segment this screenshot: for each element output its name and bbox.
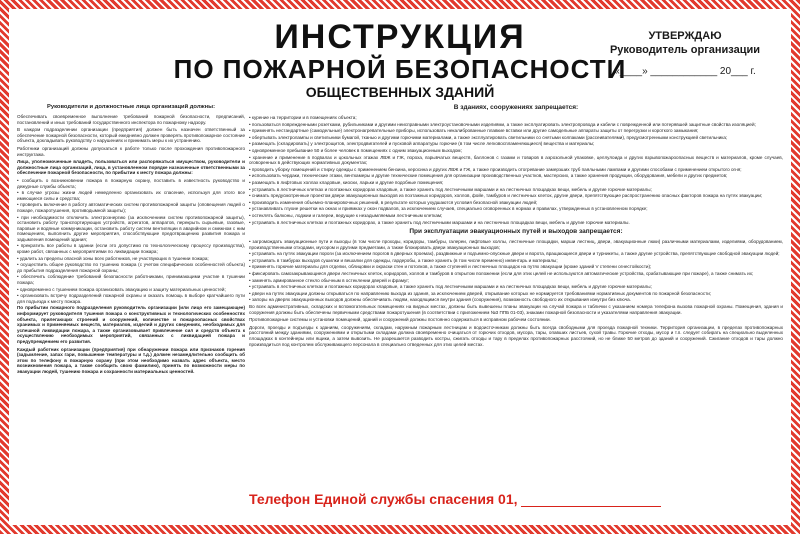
right-list-item: • использовать чердаки, технические этажи, венткамеры и другие технические помещения для организации производственных участков, мастерских, а также хранения продукции, оборудования, мебели и других предметов;	[249, 173, 783, 179]
right-list-item: • одновременное пребывание 50 и более человек в помещениях с одним эвакуационным выходом;	[249, 148, 783, 154]
left-paragraph: Обеспечивать своевременное выполнение требований пожарной безопасности, предписаний, постановлений и иных требований государственного инспектора по пожарному надзору.	[17, 114, 245, 125]
left-list-item: • сообщить о возникновении пожара в пожарную охрану, поставить в известность руководство и дежурные службы объекта;	[17, 178, 245, 189]
right-heading-2: При эксплуатации эвакуационных путей и выходов запрещается:	[409, 228, 623, 236]
page-subtitle-2: ОБЩЕСТВЕННЫХ ЗДАНИЙ	[305, 84, 495, 100]
left-column	[17, 101, 245, 511]
right-paragraph: Противопожарные системы и установки помещений, зданий и сооружений должны постоянно содержаться в исправном рабочем состоянии.	[249, 317, 551, 323]
emergency-phone-blank	[521, 493, 661, 507]
right-list-item: • обертывать электролампы и светильники бумагой, тканью и другими горючими материалами, а также эксплуатировать светильники со снятыми колпаками (рассеивателями), предусмотренными конструкцией светильника;	[249, 135, 783, 141]
right-list-item: • запоры на дверях эвакуационных выходов должны обеспечивать людям, находящимся внутри здания (сооружения), возможность свободного их открывания изнутри без ключа.	[249, 297, 783, 303]
left-paragraph: В каждом подразделении организации (предприятия) должен быть назначен ответственный за обеспечение пожарной безопасности, который ежедневно должен проверять противопожарное состояние объекта, докладывать руководству о нарушениях и принимать меры к их устранению.	[17, 127, 245, 144]
right-list-item: • устраивать в лестничных клетках и поэтажных коридорах, а также хранить под лестничными маршами и на лестничных площадках вещи, мебель и другие горючие материалы.	[249, 220, 783, 226]
right-list-item: • устанавливать глухие решетки на окнах и приямках у окон подвалов, за исключением случаев, специально оговоренных в нормах и правилах, утвержденных в установленном порядке;	[249, 206, 783, 212]
left-list-item: • удалить за пределы опасной зоны всех работников, не участвующих в тушении пожара;	[17, 256, 245, 262]
left-list-item: • организовать встречу подразделений пожарной охраны и оказать помощь в выборе кратчайшего пути для подъезда к месту пожара.	[17, 293, 245, 304]
left-list-item: • осуществить общее руководство по тушению пожара (с учетом специфических особенностей объекта) до прибытия подразделения пожарной охраны;	[17, 262, 245, 273]
right-list-item: • фиксировать самозакрывающиеся двери лестничных клеток, коридоров, холлов и тамбуров в открытом положении (если для этих целей не используются автоматические устройства, срабатывающие при пожаре), а также снимать их;	[249, 271, 783, 277]
right-list-item: • размещать в лифтовых холлах кладовые, киоски, ларьки и другие подобные помещения;	[249, 180, 783, 186]
right-list-item: • размещать (складировать) у электрощитов, электродвигателей и пусковой аппаратуры горючие (в том числе легковоспламеняющиеся) вещества и материалы;	[249, 141, 783, 147]
right-list-item: • курение на территории и в помещениях объекта;	[249, 115, 783, 121]
right-list-item: • пользоваться поврежденными розетками, рубильниками и другими неисправными электроустановочными изделиями, а также эксплуатировать электропровода и кабели с поврежденной или потерявшей защитные свойства изоляцией;	[249, 122, 783, 128]
left-list-item: • проверить включение в работу автоматических систем противопожарной защиты (оповещения людей о пожаре, пожаротушения, противодымной защиты);	[17, 202, 245, 213]
left-list-item: • при необходимости отключить электроэнергию (за исключением систем противопожарной защиты), остановить работу транспортирующих устройств, агрегатов, аппаратов, перекрыть сырьевые, газовые, паровые и водяные коммуникации, остановить работу систем вентиляции в аварийном и смежном с ним помещениях, выполнить другие мероприятия, способствующие предотвращению развития пожара и задымления помещений здания;	[17, 215, 245, 243]
page-subtitle: ПО ПОЖАРНОЙ БЕЗОПАСНОСТИ	[173, 54, 627, 84]
left-paragraph: Работники организаций должны допускаться к работе только после прохождения противопожарного инструктажа.	[17, 145, 245, 157]
left-list-item: • обеспечить соблюдение требований безопасности работниками, принимающими участие в тушении пожара;	[17, 274, 245, 285]
right-list-item: • производить изменения объемно-планировочных решений, в результате которых ухудшаются условия безопасной эвакуации людей;	[249, 200, 783, 206]
right-list-item: • устраивать на путях эвакуации пороги (за исключением порогов в дверных проемах), раздвижные и подъемно-опускные двери и ворота, вращающиеся двери и турникеты, а также другие устройства, препятствующие свободной эвакуации людей;	[249, 251, 783, 257]
approval-role: Руководитель организации	[609, 44, 761, 56]
emergency-phone	[249, 491, 661, 507]
left-paragraph-bold: Каждый работник организации (предприятия) при обнаружении пожара или признаков горения (задымление, запах гари, повышение температуры и т.д.) должен незамедлительно сообщить об этом по телефону в пожарную охрану (при этом необходимо назвать адрес объекта, место возникновения пожара, а также сообщить свою фамилию), принять по возможности меры по эвакуации людей, тушению пожара и сохранности материальных ценностей.	[17, 346, 245, 374]
right-list-item: • двери на путях эвакуации должны открываться по направлению выхода из здания, за исключением дверей, открывание которых не нормируется требованиями нормативных документов по пожарной безопасности;	[249, 291, 783, 297]
left-list-item: • одновременно с тушением пожара организовать эвакуацию и защиту материальных ценностей;	[17, 287, 245, 293]
approval-date-line: «____» ____________ 20___ г.	[614, 66, 756, 77]
approval-heading: УТВЕРЖДАЮ	[648, 30, 722, 42]
poster-sheet	[9, 9, 791, 525]
right-heading-1: В зданиях, сооружениях запрещается:	[453, 104, 579, 111]
emergency-phone-label: Телефон Единой службы спасения 01,	[249, 491, 518, 507]
right-list-item: • заменять армированное стекло обычным в остеклении дверей и фрамуг;	[249, 278, 783, 284]
right-paragraph: Во всех административных, складских и вспомогательных помещениях на видных местах, должны быть вывешены планы эвакуации на случай пожара и таблички с указанием номера телефона вызова пожарной охраны. Помещения, здания и сооружения должны быть обеспечены первичными средствами пожаротушения (в соответствии с приложением №3 ППБ 01-03), знаками пожарной безопасности и указателями направления эвакуации.	[249, 304, 783, 315]
page-title: ИНСТРУКЦИЯ	[274, 18, 526, 56]
left-list-item: • в случае угрозы жизни людей немедленно организовать их спасение, используя для этого все имеющиеся силы и средства;	[17, 190, 245, 201]
right-list-item: • остеклять балконы, лоджии и галереи, ведущие к незадымляемым лестничным клеткам;	[249, 213, 783, 219]
approval-block	[605, 29, 765, 79]
right-list-item: • устраивать в лестничных клетках и поэтажных коридорах кладовые, а также хранить под лестничными маршами и на лестничных площадках вещи, мебель и другие горючие материалы;	[249, 284, 783, 290]
left-list-item: • прекратить все работы в здании (если это допустимо по технологическому процессу производства), кроме работ, связанных с мероприятиями по ликвидации пожара;	[17, 243, 245, 254]
left-heading-2: Лица, уполномоченные владеть, пользоваться или распоряжаться имуществом, руководители и должностные лица организаций, лица, в установленном порядке назначенные ответственными за обеспечение пожарной безопасности, по прибытии к месту пожара должны:	[17, 159, 245, 176]
right-list-item: • снимать предусмотренные проектом двери эвакуационных выходов из поэтажных коридоров, холлов, фойе, тамбуров и лестничных клеток, другие двери, препятствующие распространению опасных факторов пожара на путях эвакуации;	[249, 193, 783, 199]
right-list-item: • загромождать эвакуационные пути и выходы (в том числе проходы, коридоры, тамбуры, галереи, лифтовые холлы, лестничные площадки, марши лестниц, двери, эвакуационные люки) различными материалами, изделиями, оборудованием, производственными отходами, мусором и другими предметами, а также блокировать двери эвакуационных выходов;	[249, 239, 783, 250]
right-list-item: • устраивать в тамбурах выходов сушилки и вешалки для одежды, гардеробы, а также хранить (в том числе временно) инвентарь и материалы;	[249, 258, 783, 264]
right-column	[249, 101, 783, 479]
left-heading: Руководители и должностные лица организаций должны:	[46, 104, 215, 110]
right-list-item: • хранение и применение в подвалах и цокольных этажах ЛВЖ и ГЖ, пороха, взрывчатых веществ, баллонов с газами и товаров в аэрозольной упаковке, целлулоида и других взрывопожароопасных веществ и материалов, кроме случаев, оговоренных в действующих нормативных документах;	[249, 155, 783, 166]
right-list-item: • применять горючие материалы для отделки, облицовки и окраски стен и потолков, а также ступеней и лестничных площадок на путях эвакуации (кроме зданий V степени огнестойкости);	[249, 264, 783, 270]
right-list-item: • устраивать в лестничных клетках и поэтажных коридорах кладовые, а также хранить под лестничными маршами и на лестничных площадках вещи, мебель и другие горючие материалы;	[249, 187, 783, 193]
left-paragraph-bold: По прибытии пожарного подразделения руководитель организации (или лицо его замещающее) информирует руководителя тушения пожара о конструктивных и технологических особенностях объекта, прилегающих строений и сооружений, количестве и пожароопасных свойствах хранимых и применяемых веществ, материалов, изделий и других сведениях, необходимых для успешной ликвидации пожара, а также организовывает привлечение сил и средств объекта к осуществлению необходимых мероприятий, связанных с ликвидацией пожара и предупреждением его развития.	[17, 305, 245, 344]
right-list-item: • проводить уборку помещений и стирку одежды с применением бензина, керосина и других ЛВЖ и ГЖ, а также производить отогревание замерзших труб паяльными лампами и другими способами с применением открытого огня;	[249, 167, 783, 173]
right-list-item: • применять нестандартные (самодельные) электронагревательные приборы, использовать некалиброванные плавкие вставки или другие самодельные аппараты защиты от перегрузки и короткого замыкания;	[249, 128, 783, 134]
right-paragraph: Дороги, проезды и подъезды к зданиям, сооружениям, складам, наружным пожарным лестницам и водоисточникам должны быть всегда свободными для проезда пожарной техники. Территория организации, в пределах противопожарных расстояний между зданиями, сооружениями и открытыми складами должна своевременно очищаться от горючих отходов, мусора, тары, опавших листьев, сухой травы. Горючие отходы, мусор и т.п. следует собирать на специально выделенных площадках в контейнеры или ящики, а затем вывозить. Не разрешается разводить костры, сжигать отходы и тару в пределах противопожарных расстояний, но не ближе 50 метров до зданий и сооружений. Сжигание отходов и тары должно производиться под контролем обслуживающего персонала в специально отведенных для этих целей местах.	[249, 324, 783, 347]
